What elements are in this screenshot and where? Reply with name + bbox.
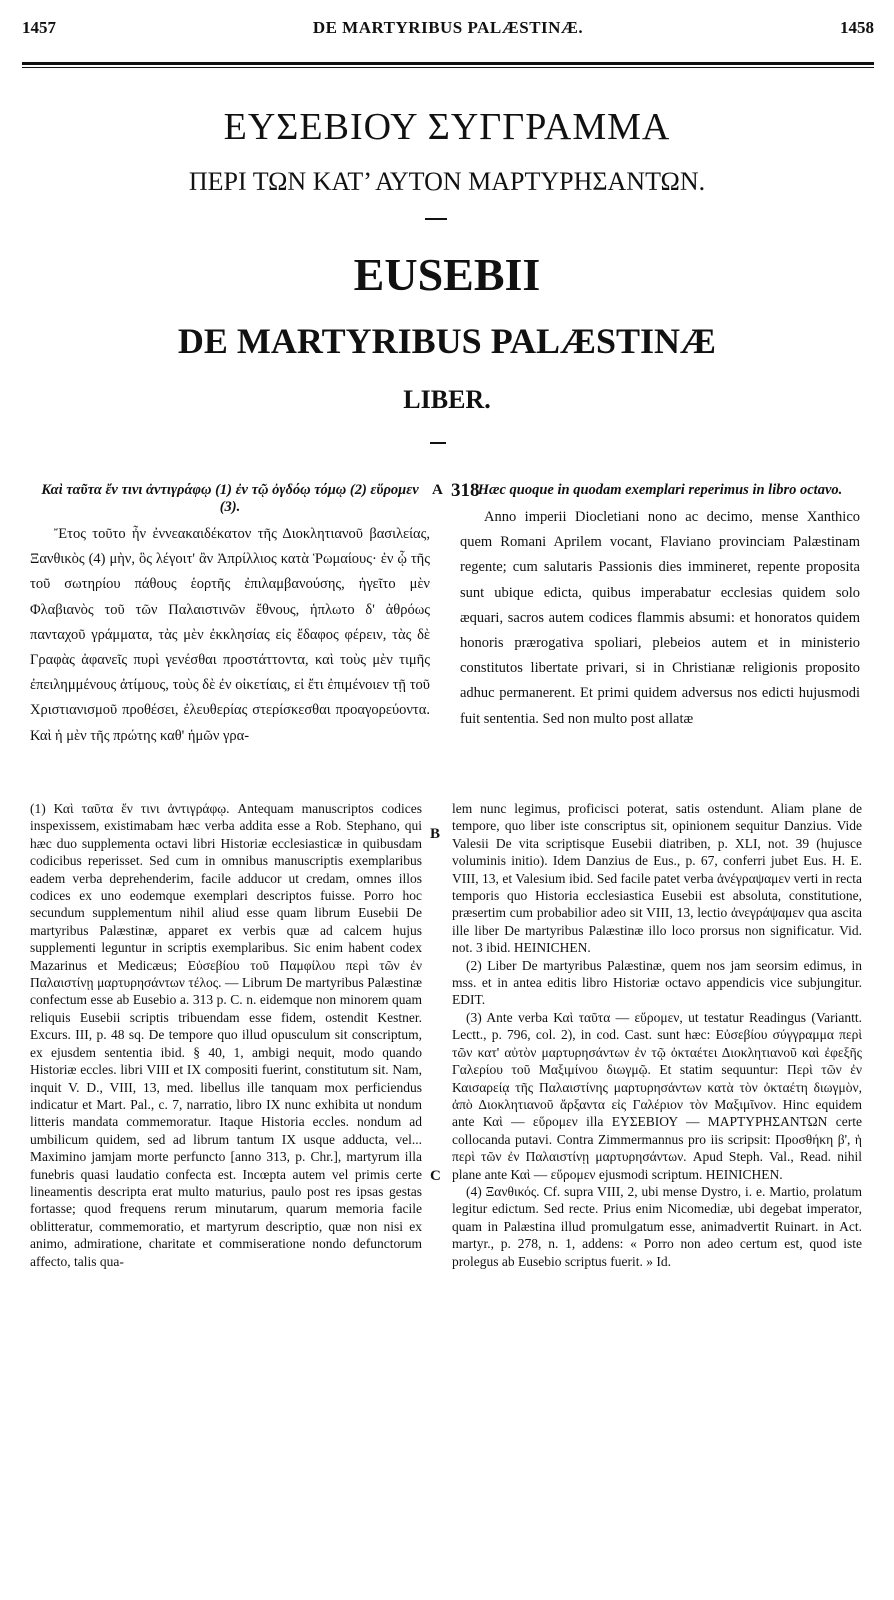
- footnote-1: (1) Καὶ ταῦτα ἔν τινι ἀντιγράφῳ. Antequam manuscriptos codices inspexissem, existimabam hæc verba addita esse a Rob. Stephano, qui hæc duo supplementa octavi libri Historiæ ecclesiasticæ in quibusdam codicibus reperisset. Sed cum in omnibus manuscriptis exemplaribus eadem verba deprehenderim, facile adducor ut credam, omnes illos codices ex uno eodemque exemplari descriptos fuisse. Porro hoc secundum supplementum nihil aliud esse quam librum Eusebii De martyribus Palæstinæ, apparet ex verbis quæ ad calcem hujus supplementi leguntur in scriptis exemplaribus. Sic enim habent codex Mazarinus et Medicæus; Εὐσεβίου τοῦ Παμφίλου περὶ τῶν ἐν Παλαιστίνῃ μαρτυρησάντων τέλος. — Librum De martyribus Palæstinæ confectum esse ab Eusebio a. 313 p. C. n. eidemque non minorem quam reliquis Eusebii scriptis tribuendam esse fidem, ostendit Kestner. Excurs. III, p. 48 sq. De tempore quo illud opusculum sit conscriptum, ex ejusdem sententia ibid. § 40, 1, ambigi nequit, modo quando Historiæ eccles. libri VIII et IX compositi fuerint, constitutum sit. Nam, inquit V. D., VIII, 13, med. libellus ille tanquam mox perficiendus indicatur et Mart. Pal., c. 7, narratio, libro IX nunc exhibita ut nondum litteris mandata commemoratur. Itaque Historia eccles. nondum ad umbilicum quidem, sed ad librum tantum IX usque adducta, vel... Maximino jamjam morte perfuncto [anno 313, p. Chr.], martyrum illa funebris quasi laudatio confecta est. Incœpta autem vel primis certe lineamentis descripta erat multo maturius, paulo post res ipsas gestas fortasse; quod frequens rerum minutarum, quarum memoria facile oblitteratur, commemoratio, et martyrum descriptio, quæ non nisi ex animo, admiratione, charitate et commiseratione nondo defunctorum affecto, talis qua-: [30, 801, 422, 1269]
- running-head: [22, 18, 874, 42]
- header-rule-thin: [22, 67, 874, 68]
- section-separator-dash: [430, 442, 446, 444]
- greek-title: ΕΥΣΕΒΙΟΥ ΣΥΓΓΡΑΜΜΑ: [223, 106, 671, 148]
- latin-column-body: Anno imperii Diocletiani nono ac decimo, mense Xanthico quem Romani Aprilem vocant, Flaviano provinciam Palæstinam regente; cum salutaris Passionis dies immineret, repente proposita sunt ubique edicta, quibus imperabatur ecclesias quidem solo æquari, sacros autem codices flammis absumi: et honoratos quidem honoris prærogativa spoliari, plebeios autem et in ministerio constitutos libertate privari, si in Christianæ religionis proposito adhuc permanerent. Et primi quidem adversus nos edicti hujusmodi fuit sententia. Sed non multo post allatæ: [460, 509, 860, 727]
- greek-text-column: [30, 482, 430, 749]
- latin-text-column: [460, 482, 860, 732]
- header-rule-thick: [22, 62, 874, 65]
- footnote-1-continued: lem nunc legimus, proficisci poterat, satis ostendunt. Aliam plane de tempore, quo liber iste conscriptus sit, opinionem sequitur Danzius. Vide Valesii De vita scriptisque Eusebii diatriben, p. XLI, not. 39 (hujusce voluminis initio). Idem Danzius de Eus., p. 67, conferri jubet Eus. H. E. VIII, 13, et Valesium ibid. Sed facile patet verba ἀνέγραψαμεν verti in recta temporis quo Historia ecclesiastica Eusebii est absoluta, constitutione, præsertim cum probabilior adeo sit VIII, 13, lectio ἀνεγράψαμεν qua ascita ille liber De martyribus Palæstinæ illo loco prorsus non significatur. Vid. not. 3 ibid. HEINICHEN.: [452, 801, 862, 956]
- footnote-4: (4) Ξανθικός. Cf. supra VIII, 2, ubi mense Dystro, i. e. Martio, prolatum legitur edictum. Sed recte. Prius enim Nicomediæ, ubi degebat imperator, quam in Palæstina illud promulgatum esse, animadvertit Ruinart. in Act. martyr., p. 278, n. 1, addens: « Porro non adeo certum est, quod iste prolegus ab Eusebio scriptus fuerit. » Id.: [452, 1183, 862, 1269]
- title-separator-dash: [425, 218, 447, 220]
- latin-liber: LIBER.: [403, 385, 491, 414]
- footnotes-right: [452, 800, 862, 1270]
- footnote-3: (3) Ante verba Καὶ ταῦτα — εὕρομεν, ut testatur Readingus (Variantt. Lectt., p. 796, col. 2), in cod. Cast. sunt hæc: Εὐσεβίου σύγγραμμα περὶ τῶν κατ' αὐτὸν μαρτυρησάντων ἐν τῷ ὀκταέτει Διοκλητιανοῦ καὶ ἐφεξῆς Γαλερίου τοῦ Μαξιμίνου διωγμῷ. Et statim sequuntur: Περὶ τῶν ἐν Καισαρείᾳ τῆς Παλαιστίνης μαρτυρησάντων κατὰ τὸν ὀκταέτη διωγμὸν, ἀπὸ Διοκλητιανοῦ ἄρξαντα εἰς Γαλέριον τὸν Μαξιμῖνον. Hinc equidem ante Καὶ — εὕρομεν illa ΕΥΣΕΒΙΟΥ — ΜΑΡΤΥΡΗΣΑΝΤΩΝ certe collocanda putavi. Contra Zimmermannus pro iis scripsit: Προσθήκη β', ἡ περὶ τῶν ἐν Παλαιστίνῃ μαρτυρησάντων. Apud Steph. Val., Read. nihil plane ante Καὶ — εὕρομεν ejusmodi scriptum. HEINICHEN.: [452, 1009, 862, 1182]
- column-number-left: 1457: [22, 18, 56, 37]
- greek-subtitle: ΠΕΡΙ ΤΩΝ ΚΑΤ’ ΑΥΤΟΝ ΜΑΡΤΥΡΗΣΑΝΤΩΝ.: [188, 167, 706, 196]
- latin-column-heading: Hæc quoque in quodam exemplari reperimus in libro octavo.: [477, 482, 843, 498]
- margin-marker-a: A: [432, 482, 443, 498]
- latin-title: EUSEBII: [353, 249, 541, 300]
- greek-column-body: Ἔτος τοῦτο ἦν ἐννεακαιδέκατον τῆς Διοκλητιανοῦ βασιλείας, Ξανθικὸς (4) μὴν, ὃς λέγοιτ' ἂν Ἀπρίλλιος κατὰ Ῥωμαίους· ἐν ᾧ τῆς τοῦ σωτηρίου πάθους ἑορτῆς ἐπιλαμβανούσης, ἡγεῖτο μὲν Φλαβιανὸς τοῦ τῶν Παλαιστινῶν ἔθνους, ἡπλωτο δ' ἀθρόως πανταχοῦ γράμματα, τὰς μὲν ἐκκλησίας εἰς ἔδαφος φέρειν, τὰς δὲ Γραφὰς ἀφανεῖς πυρὶ γενέσθαι προστάττοντα, καὶ τοὺς μὲν τιμῆς ἐπειλημμένους ἀτίμους, τοὺς δὲ ἐν οἰκετίαις, εἰ ἔτι ἐπιμένοιεν τῇ τοῦ Χριστιανισμοῦ προθέσει, ἐλευθερίας στερίσκεσθαι προαγορεύοντα. Καὶ ἡ μὲν τῆς πρώτης καθ' ἡμῶν γρα-: [30, 526, 430, 744]
- footnotes-left: [30, 800, 422, 1270]
- page-reference-318: 318: [451, 480, 480, 501]
- latin-subtitle: DE MARTYRIBUS PALÆSTINÆ: [177, 321, 717, 361]
- greek-column-heading: Καὶ ταῦτα ἔν τινι ἀντιγράφῳ (1) ἐν τῷ ὀγδόῳ τόμῳ (2) εὕρομεν (3).: [41, 482, 419, 515]
- footnote-2: (2) Liber De martyribus Palæstinæ, quem nos jam seorsim edimus, in mss. et in antea editis libro Historiæ octavo appendicis vice subjungitur. EDIT.: [452, 957, 862, 1008]
- margin-marker-c: C: [430, 1168, 441, 1184]
- running-title: DE MARTYRIBUS PALÆSTINÆ.: [312, 18, 584, 37]
- margin-marker-b: B: [430, 826, 441, 842]
- column-number-right: 1458: [840, 18, 874, 37]
